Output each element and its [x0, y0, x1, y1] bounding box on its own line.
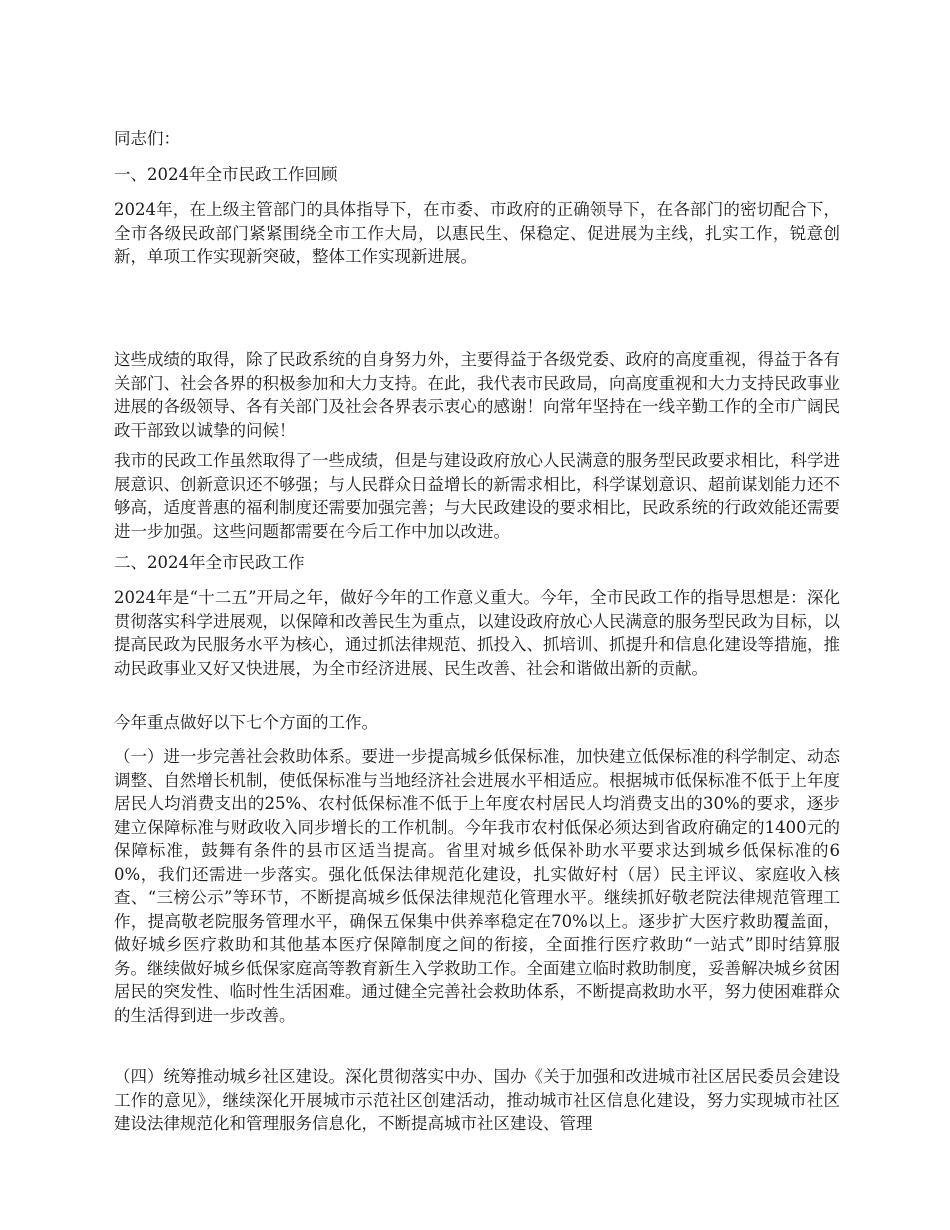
- greeting: 同志们：: [114, 129, 180, 148]
- paragraph-seven-aspects: 今年重点做好以下七个方面的工作。: [114, 713, 378, 732]
- paragraph-shortcomings: 我市的民政工作虽然取得了一些成绩，但是与建设政府放心人民满意的服务型民政要求相比，科学进展意识、创新意识还不够强；与人民群众日益增长的新需求相比，科学谋划意识、超前谋划能力还不够高，适度普惠的福利制度还需要加强完善；与大民政建设的要求相比，民政系统的行政效能还需要进一步加强。这些问题都需要在今后工作中加以改进。: [114, 451, 840, 541]
- paragraph-social-assistance: （一）进一步完善社会救助体系。要进一步提高城乡低保标准，加快建立低保标准的科学制定、动态调整、自然增长机制，使低保标准与当地经济社会进展水平相适应。根据城市低保标准不低于上年度居民人均消费支出的25%、农村低保标准不低于上年度农村居民人均消费支出的30%的要求，逐步建立保障标准与财政收入同步增长的工作机制。今年我市农村低保必须达到省政府确定的1400元的保障标准，鼓舞有条件的县市区适当提高。省里对城乡低保补助水平要求达到城乡低保标准的60%，我们还需进一步落实。强化低保法律规范化建设，扎实做好村（居）民主评议、家庭收入核查、“三榜公示”等环节，不断提高城乡低保法律规范化管理水平。继续抓好敬老院法律规范管理工作，提高敬老院服务管理水平，确保五保集中供养率稳定在70%以上。逐步扩大医疗救助覆盖面，做好城乡医疗救助和其他基本医疗保障制度之间的衔接，全面推行医疗救助“一站式”即时结算服务。继续做好城乡低保家庭高等教育新生入学救助工作。全面建立临时救助制度，妥善解决城乡贫困居民的突发性、临时性生活困难。通过健全完善社会救助体系，不断提高救助水平，努力使困难群众的生活得到进一步改善。: [114, 747, 840, 1025]
- paragraph-overview: 2024年，在上级主管部门的具体指导下，在市委、市政府的正确领导下，在各部门的密切配合下，全市各级民政部门紧紧围绕全市工作大局，以惠民生、保稳定、促进展为主线，扎实工作，锐意创新，单项工作实现新突破，整体工作实现新进展。: [114, 200, 840, 266]
- section-heading-plan: 二、2024年全市民政工作: [114, 553, 305, 572]
- paragraph-community-building: （四）统筹推动城乡社区建设。深化贯彻落实中办、国办《关于加强和改进城市社区居民委员会建设工作的意见》，继续深化开展城市示范社区创建活动，推动城市社区信息化建设，努力实现城市社区建设法律规范化和管理服务信息化，不断提高城市社区建设、管理: [114, 1067, 840, 1133]
- paragraph-thanks: 这些成绩的取得，除了民政系统的自身努力外，主要得益于各级党委、政府的高度重视，得益于各有关部门、社会各界的积极参加和大力支持。在此，我代表市民政局，向高度重视和大力支持民政事业进展的各级领导、各有关部门及社会各界表示衷心的感谢！向常年坚持在一线辛勤工作的全市广阔民政干部致以诚挚的问候！: [114, 350, 840, 440]
- paragraph-guiding-idea: 2024年是“十二五”开局之年，做好今年的工作意义重大。今年，全市民政工作的指导思想是：深化贯彻落实科学进展观，以保障和改善民生为重点，以建设政府放心人民满意的服务型民政为目标，以提高民政为民服务水平为核心，通过抓法律规范、抓投入、抓培训、抓提升和信息化建设等措施，推动民政事业又好又快进展，为全市经济进展、民生改善、社会和谐做出新的贡献。: [114, 588, 840, 678]
- section-heading-review: 一、2024年全市民政工作回顾: [114, 165, 338, 184]
